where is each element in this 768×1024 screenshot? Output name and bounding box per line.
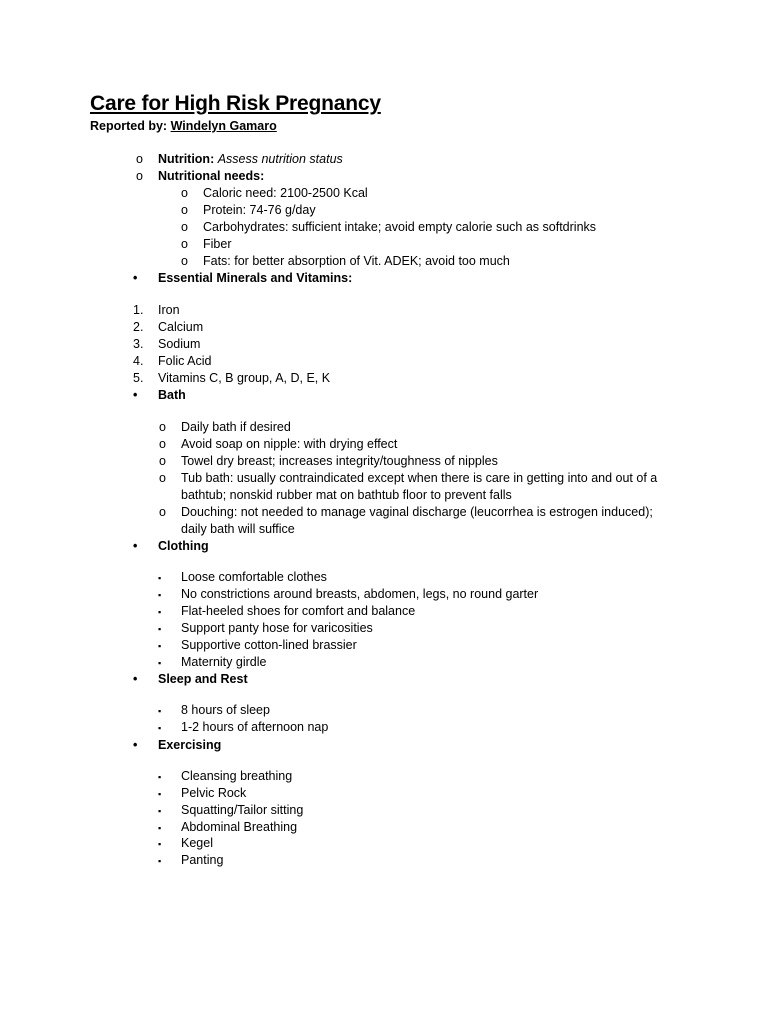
list-item [158, 654, 267, 671]
list-item [158, 620, 373, 637]
list-item-text: Calcium [158, 320, 204, 334]
page-title: Care for High Risk Pregnancy [90, 92, 381, 115]
list-item-text: Loose comfortable clothes [181, 570, 327, 584]
list-item-text: Towel dry breast; increases integrity/toughness of nipples [181, 454, 498, 468]
section-heading-text: Essential Minerals and Vitamins: [158, 271, 353, 285]
circle-bullet-icon: o [181, 220, 188, 234]
circle-bullet-icon: o [159, 420, 166, 434]
list-item [158, 802, 304, 819]
bullet-icon: • [133, 388, 138, 402]
square-bullet-icon: ▪ [158, 641, 162, 651]
list-item [158, 835, 213, 852]
square-bullet-icon: ▪ [158, 823, 162, 833]
list-item-text: Douching: not needed to manage vaginal discharge (leucorrhea is estrogen induced); [181, 505, 653, 519]
square-bullet-icon: ▪ [158, 856, 162, 866]
list-item [181, 185, 368, 202]
list-item [159, 453, 498, 470]
square-bullet-icon: ▪ [158, 706, 162, 716]
reported-by-label: Reported by: [90, 119, 168, 133]
list-item-text: Fats: for better absorption of Vit. ADEK; avoid too much [203, 254, 510, 268]
item-number: 1. [133, 303, 144, 317]
list-item-continuation [181, 521, 295, 538]
list-item [181, 253, 510, 270]
list-item [158, 785, 247, 802]
list-item-text: 8 hours of sleep [181, 703, 270, 717]
reporter-name: Windelyn Gamaro [170, 119, 277, 133]
section-heading-text: Exercising [158, 738, 222, 752]
circle-bullet-icon: o [136, 152, 143, 166]
list-item-text: Caloric need: 2100-2500 Kcal [203, 186, 368, 200]
list-item-text: Supportive cotton-lined brassier [181, 638, 357, 652]
square-bullet-icon: ▪ [158, 590, 162, 600]
section-heading-clothing [133, 538, 209, 555]
numbered-item [133, 336, 201, 353]
square-bullet-icon: ▪ [158, 573, 162, 583]
list-item [159, 436, 398, 453]
section-heading-exercising [133, 737, 222, 754]
list-item-text: daily bath will suffice [181, 522, 295, 536]
square-bullet-icon: ▪ [158, 789, 162, 799]
circle-bullet-icon: o [159, 505, 166, 519]
list-item-text: Sodium [158, 337, 201, 351]
list-item-text: bathtub; nonskid rubber mat on bathtub floor to prevent falls [181, 488, 512, 502]
list-item-text: Fiber [203, 237, 232, 251]
square-bullet-icon: ▪ [158, 772, 162, 782]
list-item [159, 504, 653, 521]
bullet-icon: • [133, 738, 138, 752]
square-bullet-icon: ▪ [158, 607, 162, 617]
square-bullet-icon: ▪ [158, 624, 162, 634]
bullet-icon: • [133, 672, 138, 686]
item-number: 5. [133, 371, 144, 385]
list-item-text: Panting [181, 853, 224, 867]
list-item-text: Kegel [181, 836, 213, 850]
list-item [159, 470, 658, 487]
list-item [158, 768, 293, 785]
circle-bullet-icon: o [159, 437, 166, 451]
list-item [181, 219, 597, 236]
numbered-item [133, 319, 204, 336]
section-heading-sleep [133, 671, 248, 688]
list-item [159, 419, 291, 436]
numbered-item [133, 302, 180, 319]
list-item-text: 1-2 hours of afternoon nap [181, 720, 329, 734]
list-item [181, 202, 316, 219]
nutritional-needs-item [136, 168, 265, 185]
circle-bullet-icon: o [159, 471, 166, 485]
item-number: 2. [133, 320, 144, 334]
circle-bullet-icon: o [181, 254, 188, 268]
list-item [158, 702, 270, 719]
list-item-text: Carbohydrates: sufficient intake; avoid empty calorie such as softdrinks [203, 220, 597, 234]
item-number: 3. [133, 337, 144, 351]
nutrition-label: Nutrition: [158, 152, 215, 166]
list-item-text: Tub bath: usually contraindicated except when there is care in getting into and out of a [181, 471, 658, 485]
list-item-text: Avoid soap on nipple: with drying effect [181, 437, 398, 451]
list-item [158, 852, 224, 869]
list-item-continuation [181, 487, 512, 504]
list-item-text: Daily bath if desired [181, 420, 291, 434]
circle-bullet-icon: o [159, 454, 166, 468]
list-item-text: Abdominal Breathing [181, 820, 298, 834]
list-item-text: Pelvic Rock [181, 786, 247, 800]
list-item-text: Flat-heeled shoes for comfort and balance [181, 604, 416, 618]
list-item-text: No constrictions around breasts, abdomen, legs, no round garter [181, 587, 539, 601]
square-bullet-icon: ▪ [158, 806, 162, 816]
section-heading-text: Sleep and Rest [158, 672, 248, 686]
list-item-text: Squatting/Tailor sitting [181, 803, 304, 817]
circle-bullet-icon: o [181, 186, 188, 200]
nutrition-item [136, 151, 343, 168]
list-item [158, 603, 416, 620]
list-item-text: Support panty hose for varicosities [181, 621, 373, 635]
list-item-text: Folic Acid [158, 354, 212, 368]
list-item-text: Vitamins C, B group, A, D, E, K [158, 371, 331, 385]
reported-by-line [90, 119, 277, 133]
nutritional-needs-label: Nutritional needs: [158, 169, 265, 183]
list-item [158, 819, 298, 836]
list-item [158, 586, 539, 603]
list-item [181, 236, 232, 253]
bullet-icon: • [133, 539, 138, 553]
circle-bullet-icon: o [136, 169, 143, 183]
list-item-text: Iron [158, 303, 180, 317]
circle-bullet-icon: o [181, 203, 188, 217]
numbered-item [133, 370, 331, 387]
list-item-text: Maternity girdle [181, 655, 267, 669]
nutrition-value: Assess nutrition status [217, 152, 343, 166]
circle-bullet-icon: o [181, 237, 188, 251]
square-bullet-icon: ▪ [158, 839, 162, 849]
list-item [158, 569, 327, 586]
section-heading-bath [133, 387, 186, 404]
section-heading-minerals [133, 270, 353, 287]
section-heading-text: Bath [158, 388, 186, 402]
numbered-item [133, 353, 212, 370]
list-item-text: Cleansing breathing [181, 769, 293, 783]
list-item [158, 719, 329, 736]
square-bullet-icon: ▪ [158, 723, 162, 733]
section-heading-text: Clothing [158, 539, 209, 553]
item-number: 4. [133, 354, 144, 368]
square-bullet-icon: ▪ [158, 658, 162, 668]
list-item-text: Protein: 74-76 g/day [203, 203, 316, 217]
bullet-icon: • [133, 271, 138, 285]
list-item [158, 637, 357, 654]
